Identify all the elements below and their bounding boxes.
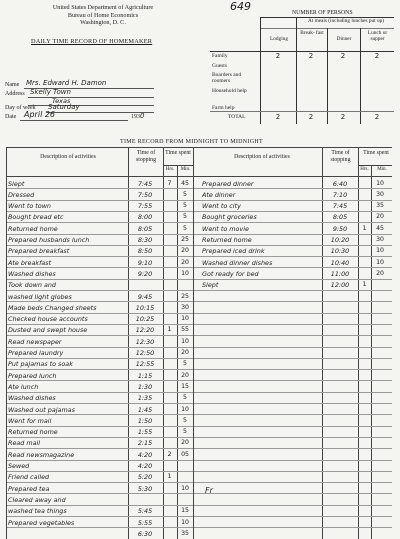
left-time-of-stopping: 4:20 [137,450,153,459]
left-time-of-stopping: 12:30 [135,337,155,346]
right-row-rule [194,234,392,235]
left-description-header: Description of activities [40,154,96,160]
right-row-rule [194,527,392,528]
left-activity-description: Returned home [8,428,58,437]
agency-city: Washington, D. C. [80,19,126,26]
left-time-of-stopping: 8:50 [137,247,153,256]
left-time-of-stopping: 12:50 [135,349,155,357]
right-row-rule [194,313,392,314]
left-activity-description: Prepared husbands lunch [8,236,90,244]
left-time-of-stopping: 6:30 [137,529,153,538]
left-time-of-stopping: 10:15 [135,303,155,312]
left-activity-description: Bought bread etc [8,213,64,222]
col-lodging: Lodging [270,36,288,42]
right-row-rule [194,426,392,427]
left-time-of-stopping: 1:50 [137,416,153,425]
right-time-spent-header: Time spent [363,150,389,156]
right-row-rule [194,358,392,359]
left-time-of-stopping: 4:20 [137,462,153,470]
left-min-header: Min. [180,167,191,172]
right-minutes-spent: 30 [376,236,384,243]
left-activity-description: washed light globes [8,292,72,301]
left-minutes-spent: 15 [181,382,189,390]
right-minutes-spent: 10 [376,247,384,255]
left-minutes-spent: 5 [183,202,187,210]
left-activity-description: Dusted and swept house [8,326,88,335]
left-row-rule [7,256,193,257]
left-row-rule [7,301,193,302]
left-activity-description: Dressed [8,190,35,199]
left-minutes-spent: 10 [181,337,189,345]
left-hrs-header: Hrs. [165,167,175,172]
name-label: Name [5,82,20,88]
right-time-of-stopping: 11:00 [330,269,350,278]
left-row-rule [7,437,193,438]
right-activity-description: Washed dinner dishes [202,258,273,267]
family-dinner-value: 2 [340,52,346,60]
left-row-rule [7,516,193,517]
left-time-of-stopping: 1:30 [137,382,153,391]
left-activity-description: Made beds Changed sheets [8,303,97,312]
row-farm-help-label: Farm help [212,105,235,111]
left-hours-spent: 1 [167,326,172,334]
left-minutes-spent: 10 [181,269,189,277]
right-row-rule [194,448,392,449]
left-activity-description: Washed dishes [8,394,56,403]
right-minutes-spent: 10 [376,179,384,187]
left-minutes-spent: 5 [183,213,187,221]
left-activity-description: Took down and [8,281,56,290]
left-minutes-spent: 20 [181,371,189,379]
left-row-rule [7,505,193,506]
left-minutes-spent: 5 [183,224,187,232]
right-time-of-stopping: 8:05 [332,213,348,222]
left-activity-description: Put pajamas to soak [8,360,73,369]
left-row-rule [7,380,193,381]
date-value: April 26 [24,110,56,119]
left-activity-description: Ate lunch [8,382,39,391]
row-boarders-label: Boarders and roomers [212,72,242,84]
address-line2: Texas [52,97,71,105]
left-activity-description: Went to town [8,202,51,211]
left-hours-spent: 2 [167,450,172,458]
right-activity-description: Went to city [202,202,241,211]
left-minutes-spent: 35 [181,529,189,537]
left-time-of-stopping: 9:10 [137,258,153,267]
col-at-meals: At meals (including lunches put up) [307,18,385,24]
left-minutes-spent: 25 [181,292,189,300]
left-time-stopping-header: Time of stopping [136,150,156,163]
bureau-name: Bureau of Home Economics [67,11,139,19]
left-minutes-spent: 5 [183,360,187,368]
right-time-of-stopping: 12:00 [330,281,350,290]
left-row-rule [7,279,193,280]
left-time-of-stopping: 9:45 [137,292,153,301]
right-row-rule [194,211,392,212]
left-minutes-spent: 45 [181,179,189,187]
right-row-rule [194,369,392,370]
right-minutes-spent: 45 [376,224,384,232]
left-minutes-spent: 20 [181,258,189,266]
left-minutes-spent: 30 [181,303,189,311]
right-row-rule [194,437,392,438]
right-row-rule [194,245,392,246]
left-row-rule [7,403,193,404]
left-minutes-spent: 10 [181,405,189,413]
left-row-rule [7,471,193,472]
right-row-rule [194,392,392,393]
year-prefix: 193 [131,114,140,120]
family-lunch-value: 2 [374,52,380,60]
left-activity-description: Prepared breakfast [8,247,70,256]
left-row-rule [7,324,193,325]
left-minutes-spent: 5 [183,190,187,198]
right-minutes-spent: 20 [376,213,384,221]
left-row-rule [7,460,193,461]
left-time-of-stopping: 8:05 [137,224,153,233]
left-activity-description: Prepared tea [8,484,50,493]
right-row-rule [194,222,392,223]
col-lunch-supper: Lunch or supper [367,30,388,42]
right-row-rule [194,324,392,325]
left-activity-description: Slept [8,179,25,188]
left-activity-description: Ate breakfast [8,258,52,267]
address-line1: Skelly Town [30,88,71,96]
family-lodging-value: 2 [275,52,281,60]
left-time-of-stopping: 5:20 [137,473,153,482]
right-time-of-stopping: 10:40 [330,258,350,267]
row-guests-label: Guests [212,63,227,69]
left-minutes-spent: 20 [181,247,189,255]
left-time-of-stopping: 1:35 [137,394,153,403]
left-row-rule [7,493,193,494]
margin-mark: Fr [205,486,213,495]
day-of-week-value: Saturday [48,103,80,111]
left-row-rule [7,245,193,246]
left-activity-description: Washed out pajamas [8,405,75,414]
left-row-rule [7,188,193,189]
right-min-header: Min. [377,167,387,172]
right-row-rule [194,460,392,461]
grid-top-line [6,147,392,148]
record-title: TIME RECORD FROM MIDNIGHT TO MIDNIGHT [120,139,263,145]
right-row-rule [194,493,392,494]
left-minutes-spent: 55 [181,326,189,334]
left-hours-spent: 7 [167,179,172,187]
right-time-of-stopping: 7:10 [332,190,348,199]
right-time-of-stopping: 7:45 [332,202,348,211]
left-time-of-stopping: 2:15 [137,439,153,448]
grid-center-divider [193,147,194,539]
form-title: DAILY TIME RECORD OF HOMEMAKER [31,38,153,45]
left-time-of-stopping: 5:55 [137,518,153,527]
col-breakfast: Break- fast [300,30,324,36]
grid-header-line [6,176,392,177]
left-activity-description: Prepared vegetables [8,518,75,527]
left-time-of-stopping: 8:30 [137,236,153,244]
left-activity-description: Read mail [8,439,41,448]
right-row-rule [194,301,392,302]
left-time-of-stopping: 1:55 [137,428,153,437]
right-activity-description: Prepared dinner [202,179,254,188]
left-time-of-stopping: 9:20 [137,269,153,278]
left-time-of-stopping: 1:45 [137,405,153,414]
date-label: Date [5,114,17,120]
left-minutes-spent: 20 [181,439,189,447]
left-minutes-spent: 15 [181,507,189,515]
right-row-rule [194,279,392,280]
sheet-number: 649 [230,0,251,13]
right-activity-description: Ate dinner [202,190,236,199]
right-activity-description: Prepared iced drink [202,247,265,256]
left-time-of-stopping: 7:55 [137,202,153,211]
left-activity-description: Prepared laundry [8,349,64,357]
right-row-rule [194,256,392,257]
family-breakfast-value: 2 [308,52,314,60]
left-activity-description: Read newsmagazine [8,450,75,459]
left-row-rule [7,222,193,223]
left-activity-description: Read newspaper [8,337,62,346]
left-minutes-spent: 25 [181,236,189,243]
right-activity-description: Slept [202,281,219,290]
right-row-rule [194,347,392,348]
row-family-label: Family [212,53,228,59]
right-row-rule [194,414,392,415]
right-activity-description: Went to movie [202,224,249,233]
left-row-rule [7,414,193,415]
right-row-rule [194,471,392,472]
right-minutes-spent: 30 [376,190,384,198]
left-minutes-spent: 10 [181,518,189,526]
right-hours-spent: 1 [362,281,367,289]
left-activity-description: Cleared away and [8,495,66,504]
total-dinner-value: 2 [340,113,346,121]
left-activity-description: Friend called [8,473,50,482]
right-time-of-stopping: 10:20 [330,236,350,244]
left-row-rule [7,527,193,528]
persons-table [210,10,394,124]
right-minutes-spent: 20 [376,269,384,277]
left-activity-description: Checked house accounts [8,315,88,324]
right-row-rule [194,403,392,404]
total-lunch-value: 2 [374,113,380,121]
left-row-rule [7,426,193,427]
right-row-rule [194,482,392,483]
left-row-rule [7,313,193,314]
left-time-of-stopping: 1:15 [137,371,153,380]
row-household-help-label: Household help [212,88,247,94]
right-time-stopping-header: Time of stopping [330,150,351,163]
left-activity-description: Went for mail [8,416,52,425]
right-hrs-header: Hrs. [360,167,369,172]
right-row-rule [194,380,392,381]
left-time-spent-header: Time spent [165,150,191,156]
right-time-of-stopping: 6:40 [332,179,348,188]
left-row-rule [7,267,193,268]
left-activity-description: Prepared lunch [8,371,57,380]
left-minutes-spent: 5 [183,394,187,402]
left-row-rule [7,482,193,483]
left-minutes-spent: 20 [181,349,189,356]
left-row-rule [7,369,193,370]
left-row-rule [7,448,193,449]
right-description-header: Description of activities [234,154,290,160]
right-time-of-stopping: 9:50 [332,224,348,233]
left-time-of-stopping: 10:25 [135,315,155,324]
left-row-rule [7,392,193,393]
right-time-of-stopping: 10:30 [330,247,350,256]
left-row-rule [7,347,193,348]
right-row-rule [194,505,392,506]
name-value: Mrs. Edward H. Damon [26,79,107,87]
col-dinner: Dinner [336,36,352,42]
agency-header [18,4,188,27]
right-row-rule [194,267,392,268]
day-of-week-label: Day of week [5,105,36,111]
left-time-of-stopping: 12:55 [135,360,155,369]
right-minutes-spent: 10 [376,258,384,266]
left-row-rule [7,290,193,291]
agency-name: United States Department of Agriculture [52,4,154,11]
left-minutes-spent: 5 [183,428,187,436]
year-suffix: 0 [140,112,145,120]
left-hours-spent: 1 [167,473,172,481]
right-activity-description: Bought groceries [202,213,257,222]
left-minutes-spent: 5 [183,416,187,424]
left-activity-description: Returned home [8,224,58,233]
left-activity-description: washed tea things [8,507,67,516]
persons-table-title: NUMBER OF PERSONS [292,10,353,16]
left-time-of-stopping: 12:20 [135,326,155,335]
grid-left-border [6,147,7,539]
left-minutes-spent: 10 [181,484,189,492]
right-activity-description: Got ready for bed [202,269,259,278]
left-time-of-stopping: 5:45 [137,507,153,516]
total-lodging-value: 2 [275,113,281,121]
left-time-of-stopping: 7:45 [137,179,153,188]
address-label: Address [5,91,25,97]
total-breakfast-value: 2 [308,113,314,121]
left-row-rule [7,200,193,201]
right-row-rule [194,290,392,291]
left-time-of-stopping: 8:00 [137,213,153,222]
right-hours-spent: 1 [362,224,367,232]
right-minutes-spent: 35 [376,202,384,210]
right-activity-description: Returned home [202,236,252,244]
left-minutes-spent: 10 [181,315,189,323]
left-time-of-stopping: 5:30 [137,484,153,493]
right-row-rule [194,335,392,336]
row-total-label: TOTAL [228,114,246,120]
left-row-rule [7,234,193,235]
right-row-rule [194,188,392,189]
right-row-rule [194,516,392,517]
left-time-of-stopping: 7:50 [137,190,153,199]
left-activity-description: Washed dishes [8,269,56,278]
right-row-rule [194,200,392,201]
left-row-rule [7,335,193,336]
left-minutes-spent: 05 [181,450,189,458]
left-activity-description: Sewed [8,462,30,470]
left-row-rule [7,211,193,212]
left-row-rule [7,358,193,359]
